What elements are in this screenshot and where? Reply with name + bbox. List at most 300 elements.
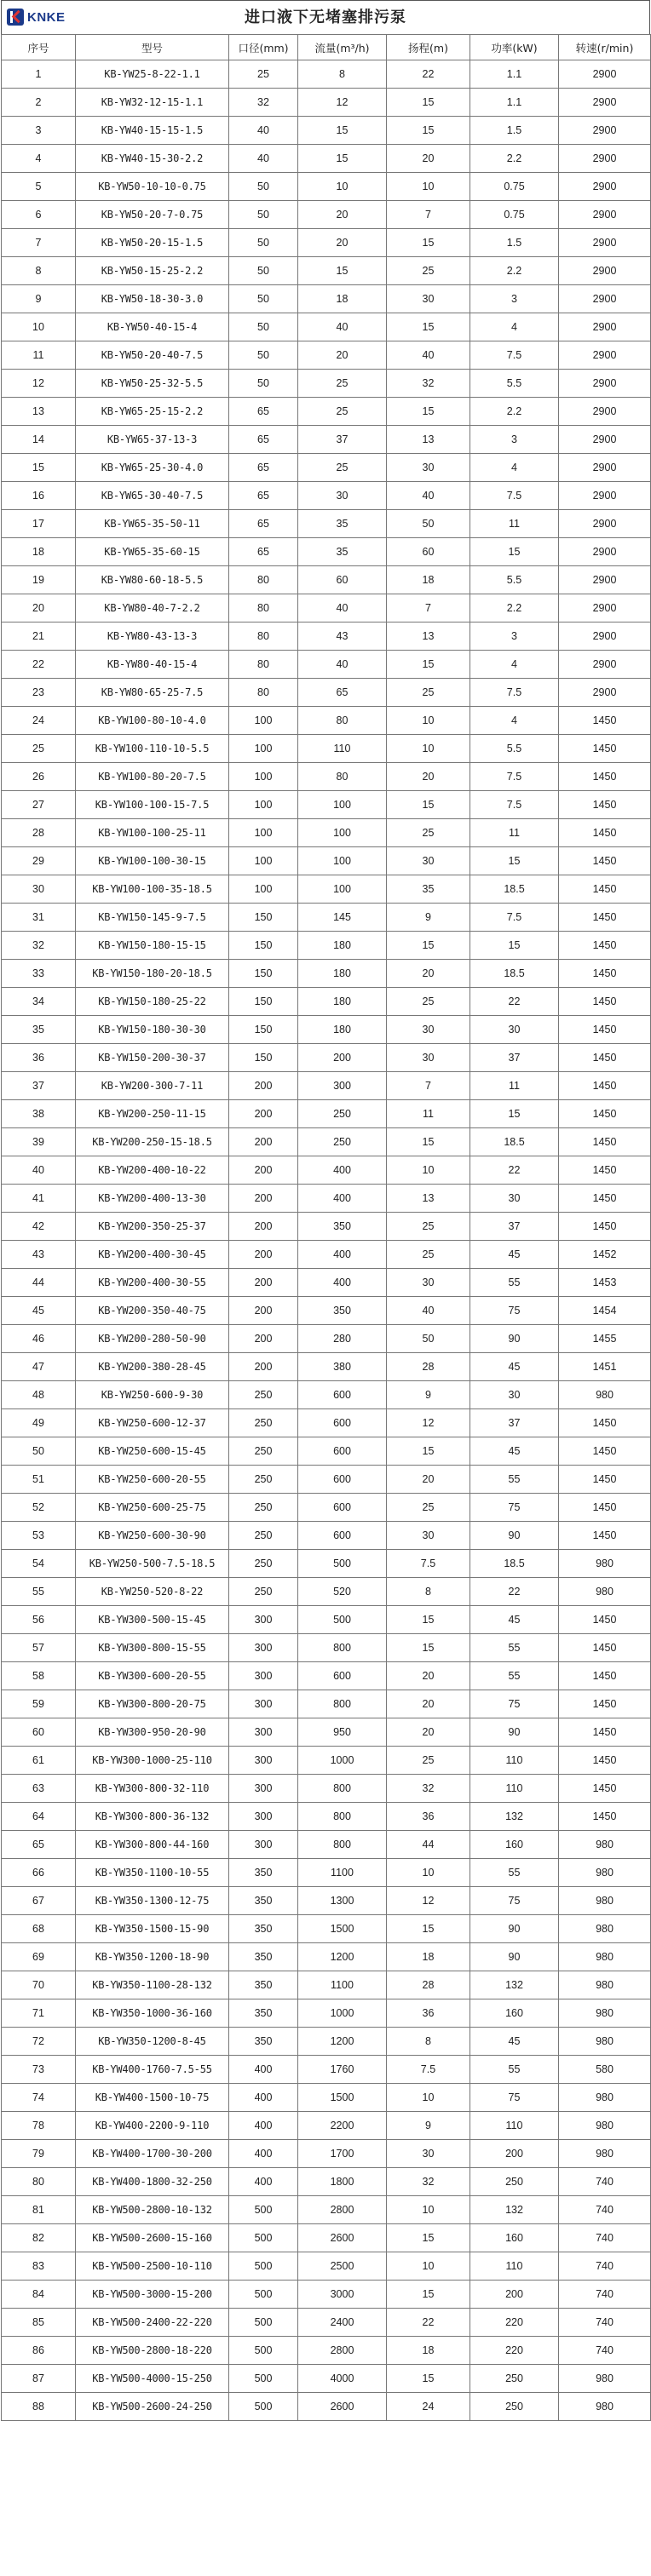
cell-diameter: 250 bbox=[229, 1578, 298, 1606]
table-row bbox=[2, 1325, 651, 1353]
table-row bbox=[2, 257, 651, 285]
cell-diameter: 300 bbox=[229, 1831, 298, 1859]
cell-seq: 74 bbox=[2, 2084, 76, 2112]
cell-flow: 180 bbox=[298, 932, 387, 960]
cell-diameter: 500 bbox=[229, 2281, 298, 2309]
cell-power: 75 bbox=[470, 1494, 559, 1522]
cell-model: KB-YW250-600-30-90 bbox=[76, 1522, 229, 1550]
cell-model: KB-YW200-350-40-75 bbox=[76, 1297, 229, 1325]
cell-diameter: 250 bbox=[229, 1437, 298, 1466]
table-row bbox=[2, 904, 651, 932]
cell-diameter: 300 bbox=[229, 1747, 298, 1775]
cell-speed: 740 bbox=[559, 2196, 651, 2224]
cell-seq: 44 bbox=[2, 1269, 76, 1297]
cell-flow: 250 bbox=[298, 1128, 387, 1156]
table-row bbox=[2, 229, 651, 257]
cell-speed: 1451 bbox=[559, 1353, 651, 1381]
cell-model: KB-YW200-400-30-55 bbox=[76, 1269, 229, 1297]
cell-flow: 35 bbox=[298, 538, 387, 566]
cell-diameter: 65 bbox=[229, 538, 298, 566]
cell-model: KB-YW100-100-15-7.5 bbox=[76, 791, 229, 819]
cell-seq: 36 bbox=[2, 1044, 76, 1072]
table-row bbox=[2, 454, 651, 482]
cell-model: KB-YW300-950-20-90 bbox=[76, 1718, 229, 1747]
cell-head: 12 bbox=[387, 1409, 470, 1437]
cell-model: KB-YW350-1200-8-45 bbox=[76, 2028, 229, 2056]
cell-speed: 1450 bbox=[559, 904, 651, 932]
cell-diameter: 500 bbox=[229, 2309, 298, 2337]
cell-speed: 980 bbox=[559, 2140, 651, 2168]
cell-seq: 11 bbox=[2, 341, 76, 370]
cell-speed: 2900 bbox=[559, 257, 651, 285]
table-row bbox=[2, 117, 651, 145]
cell-flow: 1100 bbox=[298, 1859, 387, 1887]
table-row bbox=[2, 566, 651, 594]
cell-head: 32 bbox=[387, 2168, 470, 2196]
cell-head: 13 bbox=[387, 1185, 470, 1213]
table-row bbox=[2, 1437, 651, 1466]
table-row bbox=[2, 763, 651, 791]
cell-flow: 800 bbox=[298, 1775, 387, 1803]
cell-power: 110 bbox=[470, 2252, 559, 2281]
table-row bbox=[2, 1241, 651, 1269]
cell-diameter: 200 bbox=[229, 1100, 298, 1128]
cell-head: 8 bbox=[387, 1578, 470, 1606]
cell-speed: 1450 bbox=[559, 960, 651, 988]
cell-head: 30 bbox=[387, 2140, 470, 2168]
table-row bbox=[2, 2224, 651, 2252]
cell-head: 20 bbox=[387, 960, 470, 988]
cell-head: 8 bbox=[387, 2028, 470, 2056]
cell-power: 110 bbox=[470, 2112, 559, 2140]
cell-model: KB-YW32-12-15-1.1 bbox=[76, 89, 229, 117]
cell-diameter: 300 bbox=[229, 1634, 298, 1662]
cell-flow: 520 bbox=[298, 1578, 387, 1606]
cell-flow: 25 bbox=[298, 370, 387, 398]
cell-power: 1.5 bbox=[470, 117, 559, 145]
cell-power: 7.5 bbox=[470, 763, 559, 791]
cell-seq: 48 bbox=[2, 1381, 76, 1409]
cell-power: 1.1 bbox=[470, 89, 559, 117]
cell-head: 22 bbox=[387, 2309, 470, 2337]
table-row bbox=[2, 594, 651, 622]
cell-diameter: 65 bbox=[229, 398, 298, 426]
cell-diameter: 400 bbox=[229, 2084, 298, 2112]
table-row bbox=[2, 1466, 651, 1494]
cell-model: KB-YW250-520-8-22 bbox=[76, 1578, 229, 1606]
table-row bbox=[2, 341, 651, 370]
cell-diameter: 80 bbox=[229, 622, 298, 651]
cell-head: 18 bbox=[387, 2337, 470, 2365]
cell-model: KB-YW500-2600-24-250 bbox=[76, 2393, 229, 2421]
cell-model: KB-YW50-40-15-4 bbox=[76, 313, 229, 341]
cell-speed: 1450 bbox=[559, 1044, 651, 1072]
cell-flow: 100 bbox=[298, 819, 387, 847]
cell-head: 32 bbox=[387, 1775, 470, 1803]
cell-diameter: 350 bbox=[229, 1971, 298, 1999]
cell-diameter: 200 bbox=[229, 1353, 298, 1381]
cell-flow: 110 bbox=[298, 735, 387, 763]
cell-speed: 2900 bbox=[559, 510, 651, 538]
cell-model: KB-YW250-600-20-55 bbox=[76, 1466, 229, 1494]
cell-seq: 53 bbox=[2, 1522, 76, 1550]
cell-speed: 980 bbox=[559, 1943, 651, 1971]
cell-model: KB-YW500-2500-10-110 bbox=[76, 2252, 229, 2281]
table-row bbox=[2, 313, 651, 341]
cell-seq: 72 bbox=[2, 2028, 76, 2056]
cell-diameter: 65 bbox=[229, 510, 298, 538]
cell-flow: 25 bbox=[298, 454, 387, 482]
cell-power: 160 bbox=[470, 1999, 559, 2028]
cell-diameter: 250 bbox=[229, 1522, 298, 1550]
cell-seq: 5 bbox=[2, 173, 76, 201]
cell-flow: 15 bbox=[298, 257, 387, 285]
cell-flow: 400 bbox=[298, 1269, 387, 1297]
cell-speed: 2900 bbox=[559, 229, 651, 257]
cell-speed: 1450 bbox=[559, 1016, 651, 1044]
cell-power: 132 bbox=[470, 1803, 559, 1831]
cell-speed: 1450 bbox=[559, 819, 651, 847]
cell-model: KB-YW250-600-9-30 bbox=[76, 1381, 229, 1409]
cell-speed: 980 bbox=[559, 1550, 651, 1578]
cell-diameter: 300 bbox=[229, 1718, 298, 1747]
cell-diameter: 250 bbox=[229, 1409, 298, 1437]
cell-power: 2.2 bbox=[470, 594, 559, 622]
cell-flow: 1200 bbox=[298, 1943, 387, 1971]
cell-head: 36 bbox=[387, 1803, 470, 1831]
table-row bbox=[2, 1943, 651, 1971]
cell-diameter: 350 bbox=[229, 1887, 298, 1915]
cell-power: 2.2 bbox=[470, 145, 559, 173]
cell-seq: 68 bbox=[2, 1915, 76, 1943]
cell-speed: 1450 bbox=[559, 1072, 651, 1100]
cell-model: KB-YW100-100-35-18.5 bbox=[76, 875, 229, 904]
cell-flow: 1000 bbox=[298, 1747, 387, 1775]
cell-power: 55 bbox=[470, 1269, 559, 1297]
cell-speed: 2900 bbox=[559, 117, 651, 145]
cell-diameter: 100 bbox=[229, 763, 298, 791]
cell-power: 5.5 bbox=[470, 566, 559, 594]
table-row bbox=[2, 145, 651, 173]
cell-flow: 600 bbox=[298, 1381, 387, 1409]
table-row bbox=[2, 875, 651, 904]
cell-model: KB-YW80-40-7-2.2 bbox=[76, 594, 229, 622]
cell-speed: 980 bbox=[559, 1381, 651, 1409]
cell-model: KB-YW100-80-10-4.0 bbox=[76, 707, 229, 735]
cell-model: KB-YW65-30-40-7.5 bbox=[76, 482, 229, 510]
cell-flow: 400 bbox=[298, 1241, 387, 1269]
cell-seq: 70 bbox=[2, 1971, 76, 1999]
cell-power: 18.5 bbox=[470, 1550, 559, 1578]
cell-speed: 1450 bbox=[559, 791, 651, 819]
cell-model: KB-YW50-18-30-3.0 bbox=[76, 285, 229, 313]
cell-power: 5.5 bbox=[470, 370, 559, 398]
cell-flow: 1700 bbox=[298, 2140, 387, 2168]
cell-model: KB-YW350-1100-28-132 bbox=[76, 1971, 229, 1999]
cell-power: 75 bbox=[470, 1887, 559, 1915]
table-row bbox=[2, 1381, 651, 1409]
cell-speed: 980 bbox=[559, 2028, 651, 2056]
cell-power: 45 bbox=[470, 1353, 559, 1381]
cell-head: 10 bbox=[387, 1859, 470, 1887]
cell-flow: 15 bbox=[298, 117, 387, 145]
cell-power: 2.2 bbox=[470, 398, 559, 426]
cell-flow: 500 bbox=[298, 1606, 387, 1634]
cell-seq: 85 bbox=[2, 2309, 76, 2337]
cell-head: 10 bbox=[387, 735, 470, 763]
table-row bbox=[2, 1353, 651, 1381]
cell-diameter: 80 bbox=[229, 651, 298, 679]
cell-flow: 100 bbox=[298, 847, 387, 875]
cell-flow: 12 bbox=[298, 89, 387, 117]
cell-model: KB-YW200-350-25-37 bbox=[76, 1213, 229, 1241]
cell-seq: 64 bbox=[2, 1803, 76, 1831]
cell-model: KB-YW100-110-10-5.5 bbox=[76, 735, 229, 763]
cell-seq: 80 bbox=[2, 2168, 76, 2196]
cell-diameter: 500 bbox=[229, 2365, 298, 2393]
cell-seq: 88 bbox=[2, 2393, 76, 2421]
brand-mark-icon bbox=[7, 9, 24, 26]
cell-diameter: 200 bbox=[229, 1325, 298, 1353]
cell-model: KB-YW50-20-40-7.5 bbox=[76, 341, 229, 370]
cell-speed: 980 bbox=[559, 1971, 651, 1999]
cell-model: KB-YW150-180-20-18.5 bbox=[76, 960, 229, 988]
cell-seq: 56 bbox=[2, 1606, 76, 1634]
cell-seq: 9 bbox=[2, 285, 76, 313]
cell-seq: 73 bbox=[2, 2056, 76, 2084]
cell-flow: 20 bbox=[298, 229, 387, 257]
cell-speed: 740 bbox=[559, 2281, 651, 2309]
cell-diameter: 150 bbox=[229, 904, 298, 932]
cell-flow: 350 bbox=[298, 1213, 387, 1241]
table-row bbox=[2, 1100, 651, 1128]
cell-speed: 740 bbox=[559, 2309, 651, 2337]
cell-flow: 100 bbox=[298, 875, 387, 904]
cell-model: KB-YW200-380-28-45 bbox=[76, 1353, 229, 1381]
cell-seq: 16 bbox=[2, 482, 76, 510]
cell-head: 10 bbox=[387, 2252, 470, 2281]
cell-head: 18 bbox=[387, 566, 470, 594]
cell-head: 30 bbox=[387, 847, 470, 875]
cell-flow: 43 bbox=[298, 622, 387, 651]
cell-diameter: 350 bbox=[229, 2028, 298, 2056]
cell-power: 3 bbox=[470, 426, 559, 454]
cell-speed: 2900 bbox=[559, 622, 651, 651]
cell-flow: 400 bbox=[298, 1185, 387, 1213]
cell-diameter: 500 bbox=[229, 2196, 298, 2224]
cell-head: 44 bbox=[387, 1831, 470, 1859]
cell-speed: 980 bbox=[559, 1859, 651, 1887]
cell-speed: 2900 bbox=[559, 426, 651, 454]
cell-flow: 600 bbox=[298, 1522, 387, 1550]
cell-model: KB-YW500-2600-15-160 bbox=[76, 2224, 229, 2252]
cell-seq: 14 bbox=[2, 426, 76, 454]
cell-power: 15 bbox=[470, 1100, 559, 1128]
cell-seq: 71 bbox=[2, 1999, 76, 2028]
cell-flow: 2200 bbox=[298, 2112, 387, 2140]
cell-flow: 300 bbox=[298, 1072, 387, 1100]
cell-speed: 1450 bbox=[559, 1100, 651, 1128]
cell-head: 12 bbox=[387, 1887, 470, 1915]
cell-flow: 1500 bbox=[298, 2084, 387, 2112]
cell-model: KB-YW150-180-25-22 bbox=[76, 988, 229, 1016]
cell-seq: 51 bbox=[2, 1466, 76, 1494]
cell-seq: 83 bbox=[2, 2252, 76, 2281]
cell-power: 75 bbox=[470, 1297, 559, 1325]
cell-flow: 37 bbox=[298, 426, 387, 454]
cell-flow: 1200 bbox=[298, 2028, 387, 2056]
cell-seq: 27 bbox=[2, 791, 76, 819]
cell-speed: 740 bbox=[559, 2252, 651, 2281]
cell-head: 15 bbox=[387, 89, 470, 117]
table-row bbox=[2, 622, 651, 651]
cell-head: 9 bbox=[387, 904, 470, 932]
table-row bbox=[2, 1915, 651, 1943]
cell-head: 20 bbox=[387, 763, 470, 791]
table-row bbox=[2, 426, 651, 454]
cell-flow: 25 bbox=[298, 398, 387, 426]
cell-diameter: 50 bbox=[229, 341, 298, 370]
cell-flow: 600 bbox=[298, 1437, 387, 1466]
cell-diameter: 200 bbox=[229, 1213, 298, 1241]
cell-model: KB-YW200-250-15-18.5 bbox=[76, 1128, 229, 1156]
cell-power: 2.2 bbox=[470, 257, 559, 285]
table-row bbox=[2, 1156, 651, 1185]
cell-speed: 1450 bbox=[559, 847, 651, 875]
table-row bbox=[2, 1803, 651, 1831]
cell-diameter: 40 bbox=[229, 145, 298, 173]
cell-diameter: 100 bbox=[229, 875, 298, 904]
cell-power: 3 bbox=[470, 285, 559, 313]
cell-flow: 40 bbox=[298, 651, 387, 679]
cell-speed: 1450 bbox=[559, 875, 651, 904]
cell-flow: 2800 bbox=[298, 2337, 387, 2365]
cell-speed: 2900 bbox=[559, 313, 651, 341]
cell-flow: 600 bbox=[298, 1466, 387, 1494]
table-row bbox=[2, 1999, 651, 2028]
cell-model: KB-YW50-10-10-0.75 bbox=[76, 173, 229, 201]
cell-power: 250 bbox=[470, 2168, 559, 2196]
table-row bbox=[2, 1718, 651, 1747]
cell-power: 1.1 bbox=[470, 60, 559, 89]
cell-model: KB-YW40-15-15-1.5 bbox=[76, 117, 229, 145]
cell-flow: 380 bbox=[298, 1353, 387, 1381]
cell-diameter: 500 bbox=[229, 2252, 298, 2281]
cell-power: 18.5 bbox=[470, 960, 559, 988]
cell-power: 7.5 bbox=[470, 482, 559, 510]
cell-power: 30 bbox=[470, 1016, 559, 1044]
cell-seq: 23 bbox=[2, 679, 76, 707]
cell-head: 15 bbox=[387, 229, 470, 257]
cell-seq: 65 bbox=[2, 1831, 76, 1859]
cell-seq: 82 bbox=[2, 2224, 76, 2252]
cell-flow: 60 bbox=[298, 566, 387, 594]
cell-model: KB-YW80-65-25-7.5 bbox=[76, 679, 229, 707]
cell-flow: 350 bbox=[298, 1297, 387, 1325]
cell-model: KB-YW80-60-18-5.5 bbox=[76, 566, 229, 594]
cell-speed: 1450 bbox=[559, 1606, 651, 1634]
cell-head: 40 bbox=[387, 341, 470, 370]
cell-diameter: 80 bbox=[229, 594, 298, 622]
cell-speed: 1450 bbox=[559, 1690, 651, 1718]
cell-flow: 600 bbox=[298, 1409, 387, 1437]
table-row bbox=[2, 1775, 651, 1803]
cell-power: 90 bbox=[470, 1522, 559, 1550]
cell-model: KB-YW200-400-30-45 bbox=[76, 1241, 229, 1269]
table-row bbox=[2, 1550, 651, 1578]
cell-head: 30 bbox=[387, 1522, 470, 1550]
cell-flow: 2800 bbox=[298, 2196, 387, 2224]
cell-diameter: 100 bbox=[229, 819, 298, 847]
cell-speed: 2900 bbox=[559, 398, 651, 426]
cell-model: KB-YW200-280-50-90 bbox=[76, 1325, 229, 1353]
cell-diameter: 350 bbox=[229, 1943, 298, 1971]
cell-head: 25 bbox=[387, 1213, 470, 1241]
cell-power: 90 bbox=[470, 1718, 559, 1747]
cell-head: 60 bbox=[387, 538, 470, 566]
cell-seq: 25 bbox=[2, 735, 76, 763]
cell-speed: 2900 bbox=[559, 285, 651, 313]
cell-seq: 39 bbox=[2, 1128, 76, 1156]
cell-seq: 67 bbox=[2, 1887, 76, 1915]
table-row bbox=[2, 988, 651, 1016]
cell-seq: 58 bbox=[2, 1662, 76, 1690]
cell-diameter: 300 bbox=[229, 1775, 298, 1803]
cell-seq: 50 bbox=[2, 1437, 76, 1466]
column-header-seq: 序号 bbox=[2, 35, 76, 60]
cell-model: KB-YW500-3000-15-200 bbox=[76, 2281, 229, 2309]
cell-seq: 45 bbox=[2, 1297, 76, 1325]
table-row bbox=[2, 1690, 651, 1718]
cell-model: KB-YW50-20-15-1.5 bbox=[76, 229, 229, 257]
cell-diameter: 200 bbox=[229, 1156, 298, 1185]
cell-seq: 69 bbox=[2, 1943, 76, 1971]
cell-power: 11 bbox=[470, 819, 559, 847]
cell-model: KB-YW50-15-25-2.2 bbox=[76, 257, 229, 285]
cell-head: 15 bbox=[387, 791, 470, 819]
cell-head: 20 bbox=[387, 1662, 470, 1690]
cell-speed: 1450 bbox=[559, 988, 651, 1016]
table-row bbox=[2, 1044, 651, 1072]
table-row bbox=[2, 285, 651, 313]
cell-flow: 145 bbox=[298, 904, 387, 932]
cell-flow: 1500 bbox=[298, 1915, 387, 1943]
cell-speed: 740 bbox=[559, 2168, 651, 2196]
cell-head: 15 bbox=[387, 2365, 470, 2393]
cell-model: KB-YW250-600-15-45 bbox=[76, 1437, 229, 1466]
cell-seq: 66 bbox=[2, 1859, 76, 1887]
cell-head: 30 bbox=[387, 454, 470, 482]
cell-power: 132 bbox=[470, 1971, 559, 1999]
cell-flow: 250 bbox=[298, 1100, 387, 1128]
table-row bbox=[2, 1269, 651, 1297]
cell-diameter: 350 bbox=[229, 1859, 298, 1887]
cell-flow: 1000 bbox=[298, 1999, 387, 2028]
cell-head: 24 bbox=[387, 2393, 470, 2421]
cell-head: 28 bbox=[387, 1971, 470, 1999]
cell-flow: 65 bbox=[298, 679, 387, 707]
cell-head: 25 bbox=[387, 1241, 470, 1269]
cell-seq: 28 bbox=[2, 819, 76, 847]
cell-head: 15 bbox=[387, 313, 470, 341]
cell-diameter: 50 bbox=[229, 229, 298, 257]
cell-model: KB-YW150-145-9-7.5 bbox=[76, 904, 229, 932]
table-row bbox=[2, 1409, 651, 1437]
brand-name: KNKE bbox=[27, 9, 66, 25]
cell-seq: 15 bbox=[2, 454, 76, 482]
cell-seq: 10 bbox=[2, 313, 76, 341]
cell-speed: 2900 bbox=[559, 679, 651, 707]
